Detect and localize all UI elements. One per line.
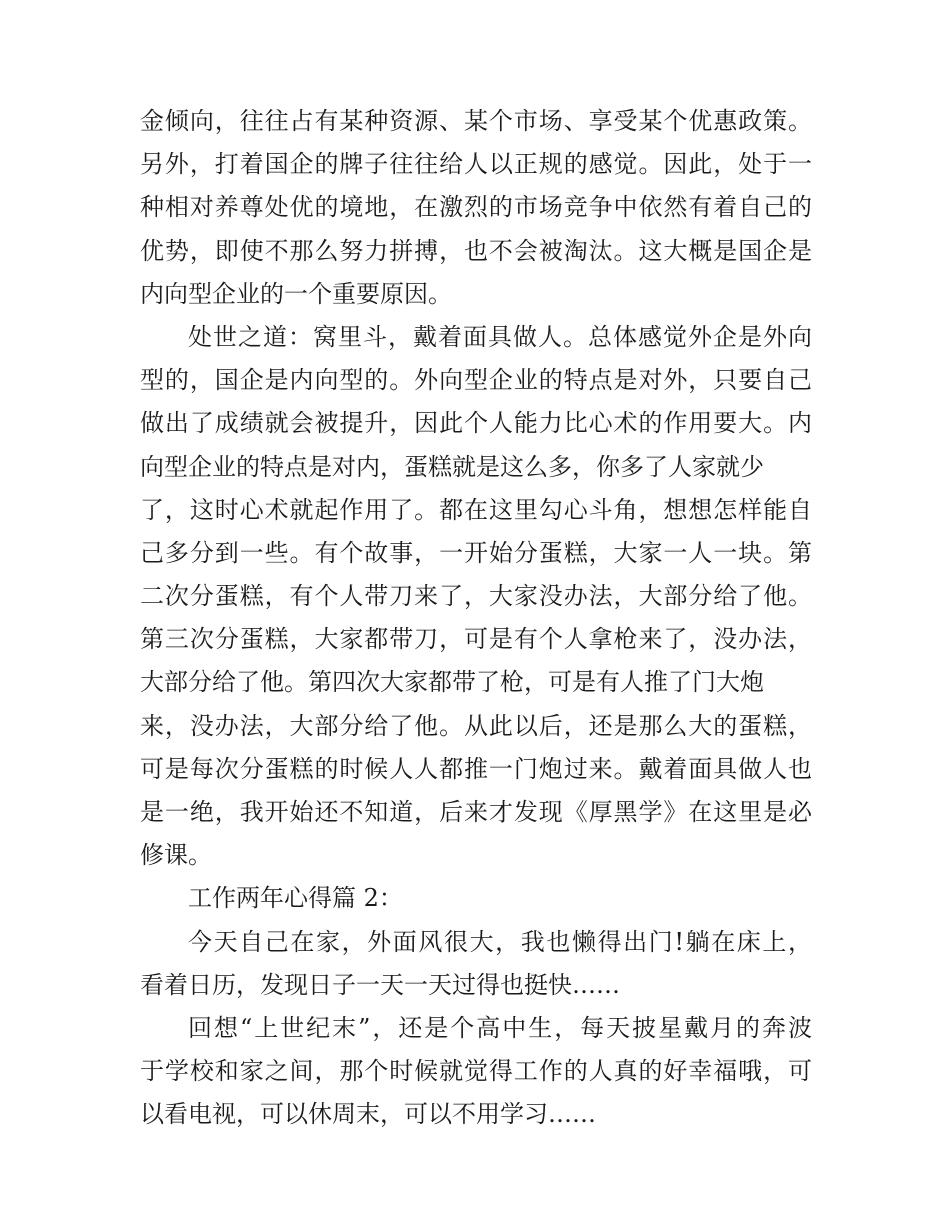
text-line: 金倾向，往往占有某种资源、某个市场、享受某个优惠政策。 (140, 107, 812, 135)
text-line: 今天自己在家，外面风很大，我也懒得出门!躺在床上， (188, 927, 812, 956)
text-line: 另外，打着国企的牌子往往给人以正规的感觉。因此，处于一 (140, 150, 812, 179)
text-line: 做出了成绩就会被提升，因此个人能力比心术的作用要大。内 (140, 409, 812, 438)
text-line: 修课。 (140, 841, 212, 870)
text-line: 大部分给了他。第四次大家都带了枪，可是有人推了门大炮 (140, 668, 764, 697)
text-line: 看着日历，发现日子一天一天过得也挺快…… (140, 970, 620, 999)
text-line: 向型企业的特点是对内，蛋糕就是这么多，你多了人家就少 (140, 452, 764, 481)
document-body (140, 100, 812, 1137)
text-line: 二次分蛋糕，有个人带刀来了，大家没办法，大部分给了他。 (140, 582, 812, 611)
text-line: 种相对养尊处优的境地，在激烈的市场竞争中依然有着自己的 (140, 193, 812, 222)
text-line: 了，这时心术就起作用了。都在这里勾心斗角，想想怎样能自 (140, 495, 812, 524)
text-line: 回想“上世纪末”，还是个高中生，每天披星戴月的奔波 (188, 1013, 812, 1042)
text-line: 来，没办法，大部分给了他。从此以后，还是那么大的蛋糕， (140, 711, 812, 740)
text-line: 第三次分蛋糕，大家都带刀，可是有个人拿枪来了，没办法， (140, 625, 812, 654)
text-line: 处世之道：窝里斗，戴着面具做人。总体感觉外企是外向 (188, 322, 812, 351)
text-line: 内向型企业的一个重要原因。 (140, 279, 452, 308)
text-line: 己多分到一些。有个故事，一开始分蛋糕，大家一人一块。第 (140, 538, 812, 567)
text-line: 是一绝，我开始还不知道，后来才发现《厚黑学》在这里是必 (140, 798, 812, 826)
text-line: 于学校和家之间，那个时候就觉得工作的人真的好幸福哦，可 (140, 1057, 812, 1086)
text-line: 优势，即使不那么努力拼搏，也不会被淘汰。这大概是国企是 (140, 236, 812, 265)
text-line: 可是每次分蛋糕的时候人人都推一门炮过来。戴着面具做人也 (140, 754, 812, 783)
text-line: 型的，国企是内向型的。外向型企业的特点是对外，只要自己 (140, 366, 812, 395)
text-line: 以看电视，可以休周末，可以不用学习…… (140, 1100, 596, 1129)
text-line: 工作两年心得篇 2： (188, 884, 403, 913)
